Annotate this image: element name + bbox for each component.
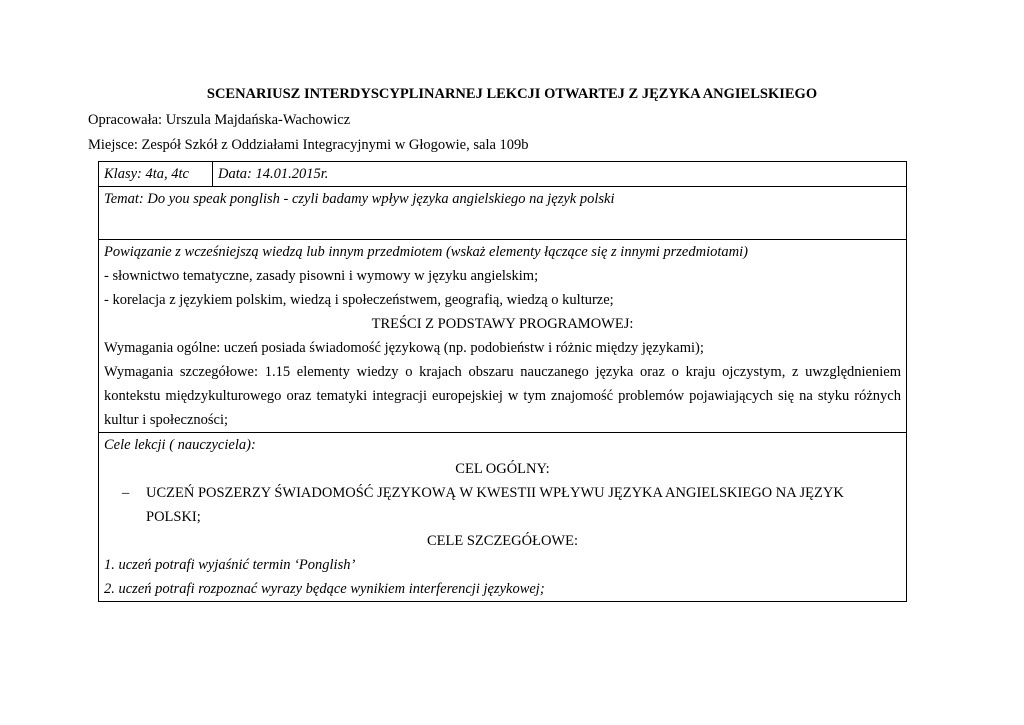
connections-row (99, 240, 907, 433)
classes-date-row (99, 162, 907, 187)
connections-item-2: - korelacja z językiem polskim, wiedzą i społeczeństwem, geografią, wiedzą o kulturze; (104, 292, 614, 308)
general-goal-heading: CEL OGÓLNY: (455, 461, 550, 477)
general-goal-list (104, 481, 901, 529)
connections-heading: Powiązanie z wcześniejszą wiedzą lub innym przedmiotem (wskaż elementy łączące się z innymi przedmiotami) (104, 244, 748, 260)
specific-goals-heading: CELE SZCZEGÓŁOWE: (426, 533, 579, 549)
goals-row (99, 433, 907, 602)
specific-goal-2: 2. uczeń potrafi rozpoznać wyrazy będące wynikiem interferencji językowej; (104, 581, 545, 597)
date-cell: Data: 14.01.2015r. (213, 162, 907, 187)
detailed-requirements: Wymagania szczegółowe: 1.15 elementy wiedzy o krajach obszaru nauczanego języka oraz o kraju ojczystym, z uwzględnieniem kontekstu międzykulturowego oraz tematyki integracji europejskiej w tym znajomość problemów pojawiających się na styku różnych kultur i społeczności; (104, 364, 901, 428)
goals-heading: Cele lekcji ( nauczyciela): (104, 437, 256, 453)
specific-goal-1: 1. uczeń potrafi wyjaśnić termin ‘Ponglish’ (104, 557, 356, 573)
connections-item-1: - słownictwo tematyczne, zasady pisowni i wymowy w języku angielskim; (104, 268, 539, 284)
topic-cell: Temat: Do you speak ponglish - czyli badamy wpływ języka angielskiego na język polski (99, 187, 907, 240)
topic-row (99, 187, 907, 240)
lesson-plan-table (98, 161, 907, 602)
connections-cell (99, 240, 907, 433)
dash-bullet: – (122, 485, 130, 501)
goals-cell (99, 433, 907, 602)
place-line: Miejsce: Zespół Szkół z Oddziałami Integracyjnymi w Głogowie, sala 109b (88, 137, 529, 153)
general-goal-text: UCZEŃ POSZERZY ŚWIADOMOŚĆ JĘZYKOWĄ W KWESTII WPŁYWU JĘZYKA ANGIELSKIEGO NA JĘZYK POLSKI; (146, 485, 844, 525)
document-title: SCENARIUSZ INTERDYSCYPLINARNEJ LEKCJI OTWARTEJ Z JĘZYKA ANGIELSKIEGO (206, 86, 818, 102)
curriculum-heading: TREŚCI Z PODSTAWY PROGRAMOWEJ: (371, 316, 634, 332)
general-requirements: Wymagania ogólne: uczeń posiada świadomość językową (np. podobieństw i różnic między językami); (104, 340, 704, 356)
general-goal-item (104, 481, 901, 529)
author-line: Opracowała: Urszula Majdańska-Wachowicz (88, 112, 351, 128)
classes-cell: Klasy: 4ta, 4tc (99, 162, 213, 187)
